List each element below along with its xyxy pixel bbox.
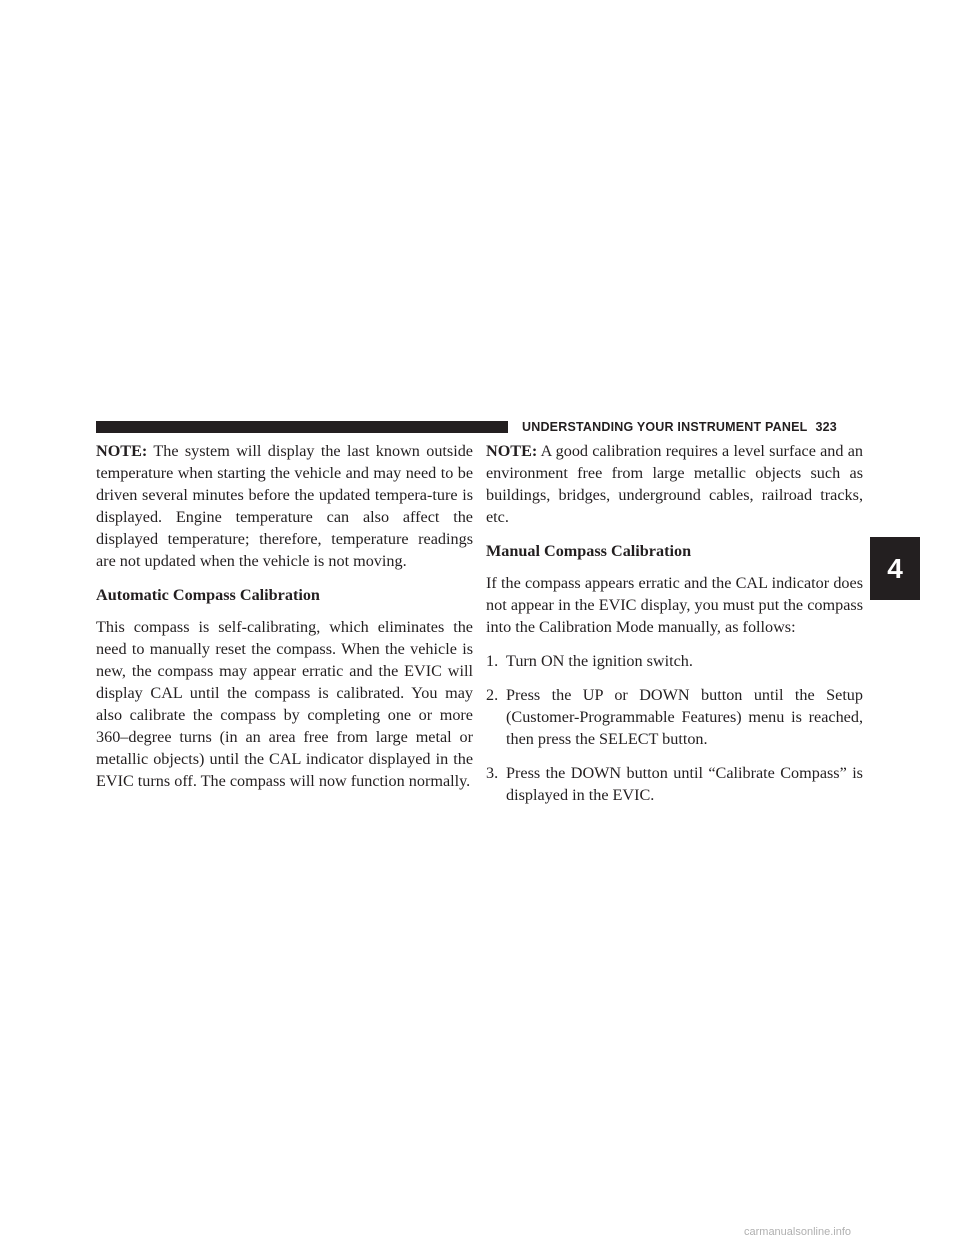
list-item: [486, 684, 863, 750]
body-paragraph: This compass is self-calibrating, which eliminates the need to manually reset the compass. When the vehicle is new, the compass may appear erratic and the EVIC will display CAL until the compass is calibrated. You may also calibrate the compass by completing one or more 360–degree turns (in an area free from large metal or metallic objects) until the CAL indicator displayed in the EVIC turns off. The compass will now function normally.: [96, 618, 473, 790]
step-number: 1.: [486, 652, 499, 670]
step-text: Turn ON the ignition switch.: [506, 652, 693, 670]
step-text: Press the UP or DOWN button until the Setup (Customer-Programmable Features) menu is reached, then press the SELECT button.: [506, 686, 863, 748]
left-column: [96, 440, 473, 804]
list-item: [486, 762, 863, 806]
steps-list: [486, 650, 863, 806]
step-text: Press the DOWN button until “Calibrate Compass” is displayed in the EVIC.: [506, 764, 863, 804]
step-number: 3.: [486, 764, 499, 782]
right-column: [486, 440, 863, 818]
note-text: A good calibration requires a level surface and an environment free from large metallic objects such as buildings, bridges, underground cables, railroad tracks, etc.: [486, 442, 863, 526]
section-title: UNDERSTANDING YOUR INSTRUMENT PANEL: [522, 420, 808, 434]
note-text: The system will display the last known outside temperature when starting the vehicle and may need to be driven several minutes before the updated tempera-ture is displayed. Engine temperature can also affect the displayed temperature; therefore, temperature readings are not updated when the vehicle is not moving.: [96, 442, 473, 570]
chapter-tab: 4: [870, 537, 920, 600]
section-heading: Manual Compass Calibration: [486, 542, 692, 560]
note-label: NOTE:: [96, 442, 148, 460]
running-header: [522, 419, 837, 435]
note-paragraph: [486, 440, 863, 528]
watermark: carmanualsonline.info: [744, 1226, 852, 1238]
note-label: NOTE:: [486, 442, 538, 460]
page-number: 323: [815, 420, 837, 434]
step-number: 2.: [486, 686, 499, 704]
header-rule: [96, 421, 508, 433]
list-item: [486, 650, 863, 672]
section-heading: Automatic Compass Calibration: [96, 586, 320, 604]
note-paragraph: [96, 440, 473, 572]
intro-paragraph: If the compass appears erratic and the CAL indicator does not appear in the EVIC display, you must put the compass into the Calibration Mode manually, as follows:: [486, 574, 863, 636]
